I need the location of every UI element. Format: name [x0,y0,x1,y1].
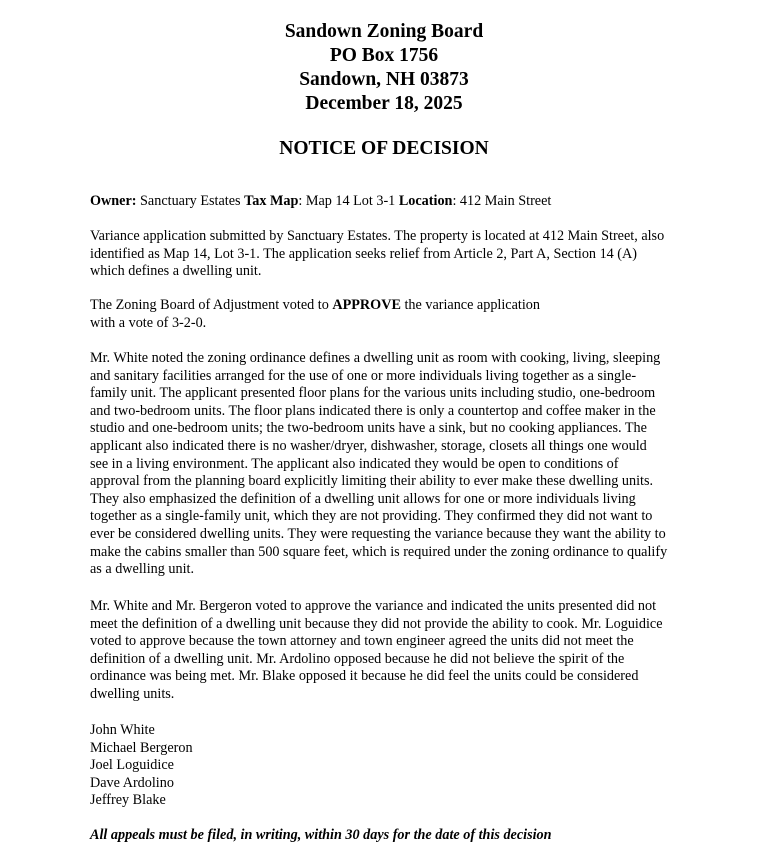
board-member-name: John White [90,722,155,738]
board-member-list [90,722,690,810]
paragraph-line: They also emphasized the definition of a dwelling unit allows for one or more individuals living [90,490,636,507]
paragraph-line: family unit. The applicant presented floor plans for the various units including studio, one-bedroom [90,385,656,402]
owner-line [90,193,690,211]
notice-title: NOTICE OF DECISION [279,138,489,159]
paragraph-line: applicant also indicated there is no washer/dryer, dishwasher, storage, closets all things one would [90,437,647,454]
city-state-zip: Sandown, NH 03873 [299,69,469,90]
paragraph-line: meet the definition of a dwelling unit because they did not provide the ability to cook. Mr. Loguidice [90,615,663,632]
paragraph-line: and two-bedroom units. The floor plans indicated there is only a countertop and coffee maker in the [90,402,656,419]
discussion-paragraph [90,350,690,579]
location-label: Location [398,193,453,209]
paragraph-line: identified as Map 14, Lot 3-1. The application seeks relief from Article 2, Part A, Section 14 (A) [90,245,637,262]
appeal-notice: All appeals must be filed, in writing, within 30 days for the date of this decision [90,827,552,843]
tax-map-value: : Map 14 Lot 3-1 [298,193,396,209]
vote-rationale-paragraph [90,598,690,704]
vote-count-line: with a vote of 3-2-0. [90,314,207,331]
tax-map-label: Tax Map [244,193,299,209]
paragraph-line: see in a living environment. The applicant also indicated they would be open to conditions of [90,455,619,472]
vote-result-paragraph [90,297,690,332]
application-summary-paragraph [90,228,690,281]
vote-text-before: The Zoning Board of Adjustment voted to [90,297,333,313]
paragraph-line: Variance application submitted by Sanctuary Estates. The property is located at 412 Main Street, also [90,228,665,244]
paragraph-line: ever be considered dwelling units. They were requesting the variance because they want the ability to [90,525,666,542]
paragraph-line: make the cabins smaller than 500 square feet, which is required under the zoning ordinance to qualify [90,543,668,560]
owner-label: Owner: [90,193,137,209]
paragraph-line: which defines a dwelling unit. [90,263,262,280]
paragraph-line: approval from the planning board explicitly limiting their ability to ever make these dwelling units. [90,473,654,490]
paragraph-line: as a dwelling unit. [90,561,195,578]
board-name: Sandown Zoning Board [284,21,484,42]
vote-text-after: the variance application [400,297,540,313]
board-member-name: Michael Bergeron [90,739,193,756]
board-member-name: Jeffrey Blake [90,792,166,809]
vote-line [90,297,690,315]
paragraph-line: Mr. White and Mr. Bergeron voted to approve the variance and indicated the units presented did not [90,598,657,614]
location-value: : 412 Main Street [452,193,552,209]
paragraph-line: ordinance was being met. Mr. Blake opposed it because he did feel the units could be considered [90,668,639,685]
paragraph-line: studio and one-bedroom units; the two-bedroom units have a sink, but no cooking appliances. The [90,420,647,437]
letterhead [0,20,768,116]
paragraph-line: together as a single-family unit, which they are not providing. They confirmed they did not want to [90,508,653,525]
paragraph-line: Mr. White noted the zoning ordinance defines a dwelling unit as room with cooking, living, sleeping [90,350,661,366]
owner-value: Sanctuary Estates [140,193,241,209]
board-member-name: Joel Loguidice [90,757,174,774]
approve-emphasis: APPROVE [332,297,401,313]
paragraph-line: dwelling units. [90,685,175,702]
paragraph-line: definition of a dwelling unit. Mr. Ardolino opposed because he did not believe the spirit of the [90,650,625,667]
po-box: PO Box 1756 [329,45,439,66]
paragraph-line: voted to approve because the town attorney and town engineer agreed the units did not meet the [90,633,634,650]
board-member-name: Dave Ardolino [90,774,174,791]
notice-date: December 18, 2025 [305,93,463,114]
paragraph-line: and sanitary facilities arranged for the use of one or more individuals living together as a single- [90,367,637,384]
